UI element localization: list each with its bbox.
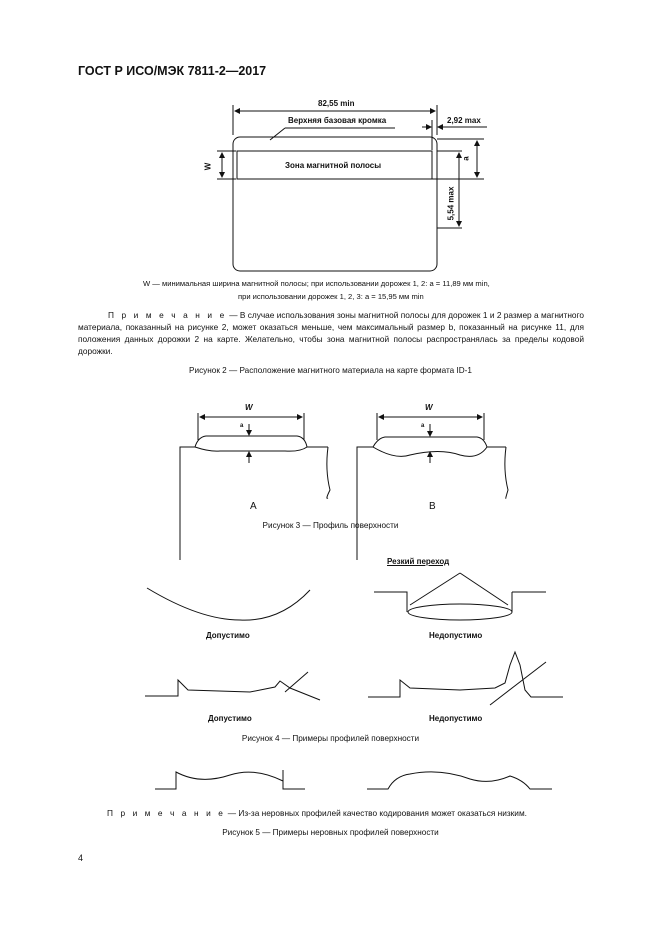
stripe-zone-label: Зона магнитной полосы	[285, 161, 382, 170]
figure-5-note	[107, 808, 527, 818]
page-header: ГОСТ Р ИСО/МЭК 7811-2—2017	[78, 64, 267, 78]
unacceptable-label-2: Недопустимо	[429, 714, 483, 723]
note-body: — В случае использования зоны магнитной полосы для дорожек 1 и 2 размер a магнитного материала, показанный на рисунке 2, может оказаться меньше, чем максимальный размер b, показанный на рисунке 11, для положения данных дорожки 2 на карте. Желательно, чтобы зона магнитной полосы распространялась за пределы кодовой дорожки.	[78, 310, 584, 356]
uneven-profile-1	[155, 770, 305, 789]
acceptable-label-1: Допустимо	[206, 631, 250, 640]
dimension-offset-label: 2,92 max	[447, 116, 481, 125]
fig3a-w-label: W	[245, 403, 253, 412]
w-dimension-label: W	[203, 162, 213, 171]
dimension-82-label: 82,55 min	[318, 99, 355, 108]
a-dimension-label: a	[461, 156, 471, 161]
profile-acceptable-1	[147, 588, 310, 620]
figure-2-note	[78, 309, 584, 357]
unacceptable-label-1: Недопустимо	[429, 631, 483, 640]
figure-3-panel-a	[180, 413, 330, 560]
legend-line-1: W — минимальная ширина магнитной полосы; при использовании дорожек 1, 2: a = 11,89 мм min,	[143, 279, 490, 288]
figure-4-caption: Рисунок 4 — Примеры профилей поверхности	[241, 734, 420, 743]
figure-5-caption: Рисунок 5 — Примеры неровных профилей поверхности	[222, 828, 439, 837]
figure-3-panel-b	[357, 413, 508, 560]
profile-unacceptable-2	[368, 652, 563, 705]
profile-acceptable-2	[145, 672, 320, 700]
uneven-profile-2	[367, 772, 552, 789]
fig3b-w-label: W	[425, 403, 433, 412]
legend-line-2: при использовании дорожек 1, 2, 3: a = 15,95 мм min	[238, 292, 424, 301]
note-title-5: П р и м е ч а н и е	[107, 808, 226, 818]
page-number: 4	[78, 853, 84, 863]
id1-card-outline	[233, 137, 437, 271]
acceptable-label-2: Допустимо	[208, 714, 252, 723]
height-dimension-label: 5,54 max	[446, 186, 456, 221]
sharp-transition-label: Резкий переход	[387, 557, 450, 566]
fig3b-a-label: a	[421, 423, 425, 429]
fig3a-a-label: a	[240, 423, 244, 429]
panel-a-label: A	[250, 501, 257, 512]
figure-3-caption: Рисунок 3 — Профиль поверхности	[262, 521, 399, 530]
top-edge-label: Верхняя базовая кромка	[288, 116, 387, 125]
note-body-5: — Из-за неровных профилей качество кодирования может оказаться низким.	[225, 808, 527, 818]
profile-unacceptable-1	[374, 573, 546, 620]
panel-b-label: B	[429, 501, 436, 512]
figure-2-caption: Рисунок 2 — Расположение магнитного материала на карте формата ID-1	[189, 366, 472, 375]
note-title: П р и м е ч а н и е	[108, 310, 227, 320]
